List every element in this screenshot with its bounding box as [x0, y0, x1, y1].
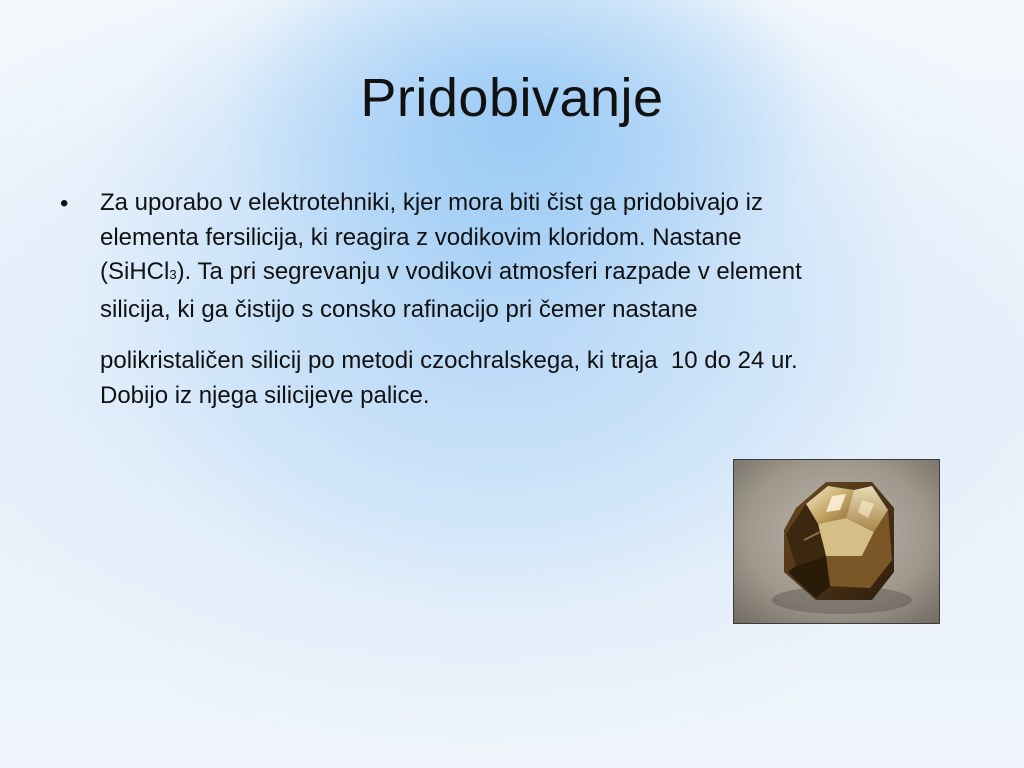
- bullet-text: [100, 186, 950, 413]
- text-line: Za uporabo v elektrotehniki, kjer mora biti čist ga pridobivajo iz: [100, 189, 763, 216]
- text-line: silicija, ki ga čistijo s consko rafinacijo pri čemer nastane: [100, 295, 698, 323]
- bullet-point-icon: •: [60, 190, 69, 217]
- text-line: Dobijo iz njega silicijeve palice.: [100, 381, 430, 409]
- slide-title: Pridobivanje: [360, 68, 664, 128]
- crystal-image-icon: [734, 460, 939, 623]
- text-segment: ). Ta pri segrevanju v vodikovi atmosferi razpade v element: [176, 258, 802, 285]
- text-line: elementa fersilicija, ki reagira z vodikovim kloridom. Nastane: [100, 223, 742, 251]
- text-line: [100, 255, 950, 293]
- text-line: polikristaličen silicij po metodi czochralskega, ki traja 10 do 24 ur.: [100, 347, 798, 374]
- formula-subscript: 3: [169, 267, 177, 282]
- formula-part: (SiHCl: [100, 258, 170, 285]
- silicon-crystal-photo: [733, 459, 940, 624]
